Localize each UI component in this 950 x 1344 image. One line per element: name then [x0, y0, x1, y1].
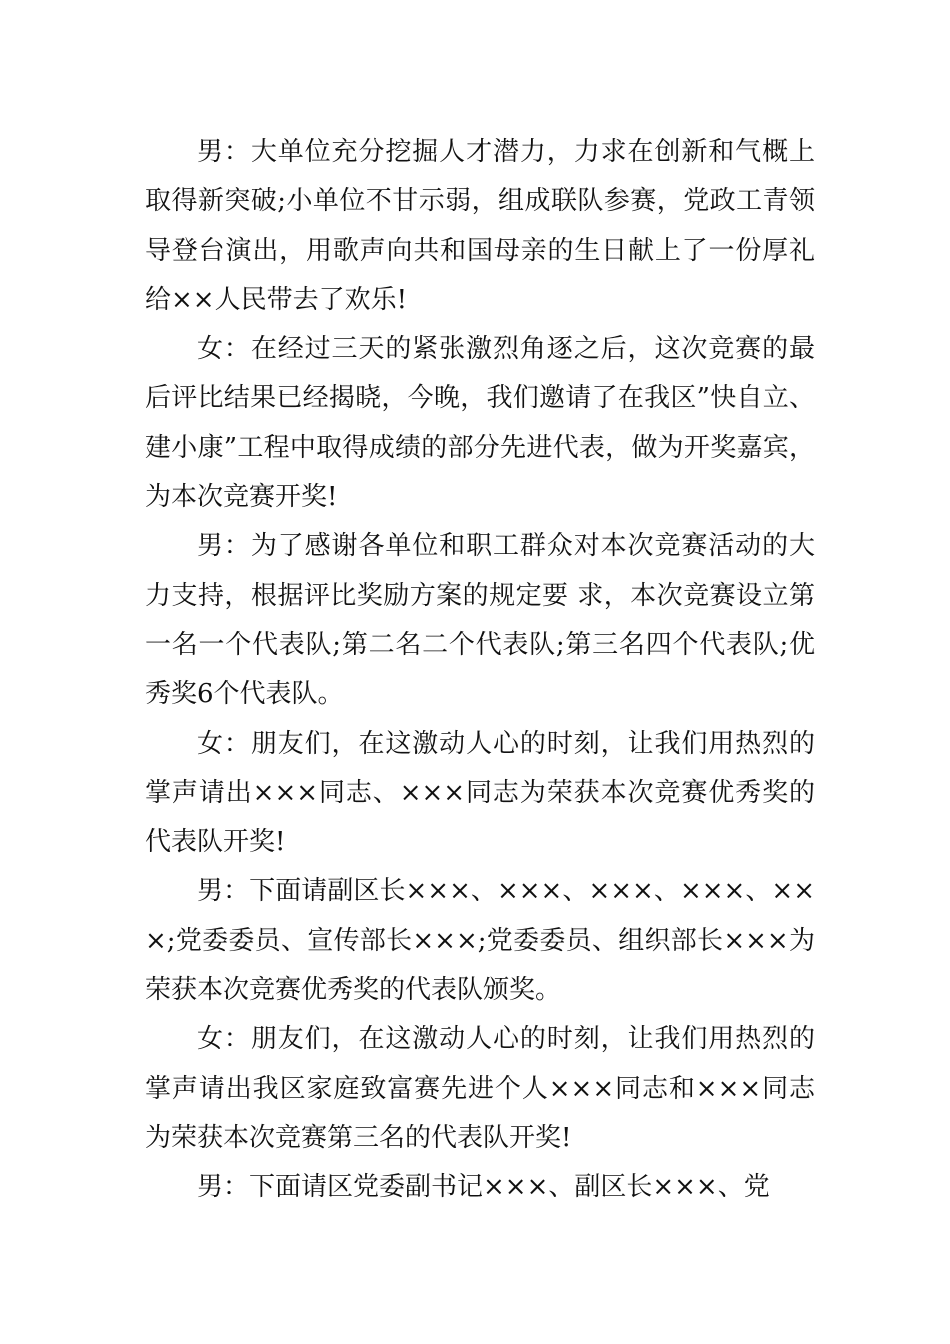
- paragraph-6: 女：朋友们，在这激动人心的时刻，让我们用热烈的掌声请出我区家庭致富赛先进个人×××同志和×××同志为荣获本次竞赛第三名的代表队开奖!: [145, 1024, 815, 1153]
- paragraph-1: 男：大单位充分挖掘人才潜力，力求在创新和气概上取得新突破;小单位不甘示弱，组成联队参赛，党政工青领导登台演出，用歌声向共和国母亲的生日献上了一份厚礼给××人民带去了欢乐!: [145, 137, 815, 315]
- paragraph-2: 女：在经过三天的紧张激烈角逐之后，这次竞赛的最后评比结果已经揭晓，今晚，我们邀请了在我区”快自立、建小康”工程中取得成绩的部分先进代表，做为开奖嘉宾，为本次竞赛开奖!: [145, 334, 815, 513]
- paragraph-3: 男：为了感谢各单位和职工群众对本次竞赛活动的大力支持，根据评比奖励方案的规定要 求，本次竞赛设立第一名一个代表队;第二名二个代表队;第三名四个代表队;优秀奖6个代表队。: [145, 531, 815, 710]
- paragraph-7: 男：下面请区党委副书记×××、副区长×××、党: [197, 1172, 770, 1203]
- paragraph-5: 男：下面请副区长×××、×××、×××、×××、×××;党委委员、宣传部长×××;党委委员、组织部长×××为荣获本次竞赛优秀奖的代表队颁奖。: [145, 876, 815, 1006]
- paragraph-4: 女：朋友们，在这激动人心的时刻，让我们用热烈的掌声请出×××同志、×××同志为荣获本次竞赛优秀奖的代表队开奖!: [145, 728, 815, 858]
- document-page: [145, 128, 815, 1213]
